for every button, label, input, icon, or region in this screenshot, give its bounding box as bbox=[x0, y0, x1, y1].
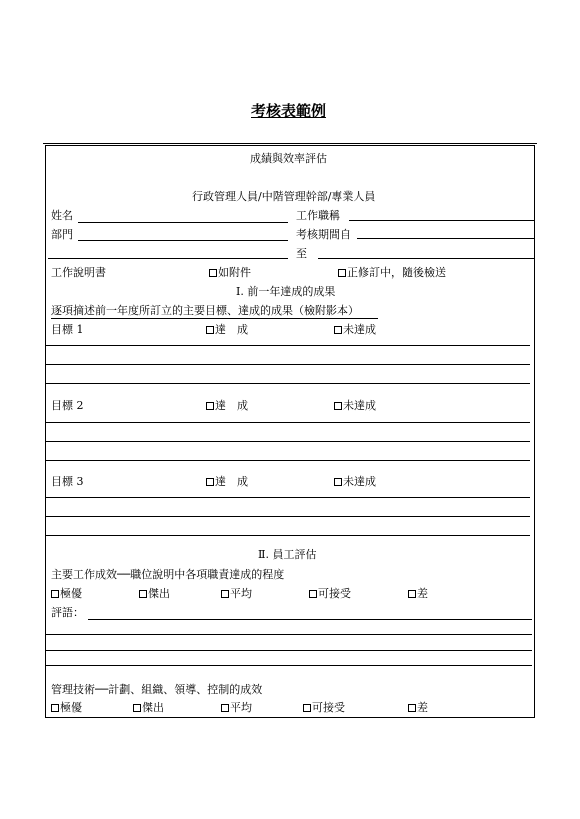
part1-instruction: 逐項摘述前一年度所訂立的主要目標、達成的成果（檢附影本） bbox=[51, 304, 359, 317]
period-from-label: 考核期間自 bbox=[296, 228, 351, 241]
part2-heading: Ⅱ. 員工評估 bbox=[258, 548, 317, 561]
goal-3-not-achieved-option[interactable]: 未達成 bbox=[334, 476, 376, 487]
goal-1-line[interactable] bbox=[46, 364, 530, 365]
department-field[interactable] bbox=[78, 240, 288, 241]
checkbox-icon[interactable] bbox=[303, 704, 311, 712]
checkbox-icon[interactable] bbox=[334, 478, 342, 486]
goal-3-line[interactable] bbox=[46, 516, 530, 517]
revising-option[interactable]: 正修訂中，隨後檢送 bbox=[338, 267, 446, 278]
rating-1-option[interactable]: 極優 bbox=[51, 588, 82, 599]
goal-2-not-achieved-option[interactable]: 未達成 bbox=[334, 400, 376, 411]
job-title-field[interactable] bbox=[349, 220, 534, 221]
checkbox-icon[interactable] bbox=[408, 704, 416, 712]
checkbox-icon[interactable] bbox=[206, 478, 214, 486]
rating-b-3-option[interactable]: 平均 bbox=[221, 702, 252, 713]
checkbox-icon[interactable] bbox=[408, 590, 416, 598]
goal-2-achieved-option[interactable]: 達 成 bbox=[206, 400, 248, 411]
part1-heading: Ⅰ. 前一年達成的成果 bbox=[236, 285, 336, 298]
job-description-label: 工作說明書 bbox=[51, 266, 106, 279]
rating-5-option[interactable]: 差 bbox=[408, 588, 428, 599]
page-title: 考核表範例 bbox=[251, 102, 327, 120]
goal-2-line[interactable] bbox=[46, 441, 530, 442]
attached-option[interactable]: 如附件 bbox=[209, 267, 251, 278]
period-from-field[interactable] bbox=[357, 238, 534, 239]
goal-2-line[interactable] bbox=[46, 460, 530, 461]
name-field[interactable] bbox=[78, 222, 288, 223]
criterion-2: 管理技術──計劃、組織、領導、控制的成效 bbox=[51, 683, 263, 696]
goal-2-line[interactable] bbox=[46, 422, 530, 423]
comment-label: 評語： bbox=[51, 606, 84, 619]
instruction-underline bbox=[51, 318, 378, 319]
comment-line[interactable] bbox=[46, 650, 532, 651]
staff-types: 行政管理人員/中階管理幹部/專業人員 bbox=[192, 190, 376, 203]
rating-b-5-option[interactable]: 差 bbox=[408, 702, 428, 713]
name-label: 姓名 bbox=[51, 209, 73, 222]
job-title-label: 工作職稱 bbox=[296, 209, 340, 222]
goal-1-achieved-option[interactable]: 達 成 bbox=[206, 324, 248, 335]
form-box bbox=[45, 145, 535, 718]
rating-4-option[interactable]: 可接受 bbox=[309, 588, 351, 599]
checkbox-icon[interactable] bbox=[209, 269, 217, 277]
goal-1-not-achieved-option[interactable]: 未達成 bbox=[334, 324, 376, 335]
extra-line bbox=[48, 258, 288, 259]
section-heading: 成績與效率評估 bbox=[250, 152, 327, 165]
rating-3-option[interactable]: 平均 bbox=[221, 588, 252, 599]
rating-b-2-option[interactable]: 傑出 bbox=[133, 702, 164, 713]
checkbox-icon[interactable] bbox=[221, 704, 229, 712]
checkbox-icon[interactable] bbox=[206, 326, 214, 334]
period-to-label: 至 bbox=[296, 247, 307, 260]
criterion-1: 主要工作成效──職位說明中各項職責達成的程度 bbox=[51, 568, 285, 581]
goal-3-line[interactable] bbox=[46, 535, 530, 536]
goal-3-label: 目標 3 bbox=[51, 475, 84, 488]
checkbox-icon[interactable] bbox=[338, 269, 346, 277]
rating-b-4-option[interactable]: 可接受 bbox=[303, 702, 345, 713]
goal-1-line[interactable] bbox=[46, 383, 530, 384]
checkbox-icon[interactable] bbox=[51, 704, 59, 712]
period-to-field[interactable] bbox=[318, 258, 534, 259]
comment-line[interactable] bbox=[46, 665, 532, 666]
goal-2-label: 目標 2 bbox=[51, 399, 84, 412]
checkbox-icon[interactable] bbox=[51, 590, 59, 598]
goal-1-line[interactable] bbox=[46, 345, 530, 346]
comment-line[interactable] bbox=[46, 634, 532, 635]
checkbox-icon[interactable] bbox=[221, 590, 229, 598]
checkbox-icon[interactable] bbox=[334, 402, 342, 410]
rating-2-option[interactable]: 傑出 bbox=[139, 588, 170, 599]
checkbox-icon[interactable] bbox=[309, 590, 317, 598]
rating-b-1-option[interactable]: 極優 bbox=[51, 702, 82, 713]
goal-3-line[interactable] bbox=[46, 497, 530, 498]
goal-1-label: 目標 1 bbox=[51, 323, 84, 336]
comment-line[interactable] bbox=[88, 619, 532, 620]
checkbox-icon[interactable] bbox=[334, 326, 342, 334]
department-label: 部門 bbox=[51, 228, 73, 241]
checkbox-icon[interactable] bbox=[206, 402, 214, 410]
checkbox-icon[interactable] bbox=[133, 704, 141, 712]
goal-3-achieved-option[interactable]: 達 成 bbox=[206, 476, 248, 487]
checkbox-icon[interactable] bbox=[139, 590, 147, 598]
